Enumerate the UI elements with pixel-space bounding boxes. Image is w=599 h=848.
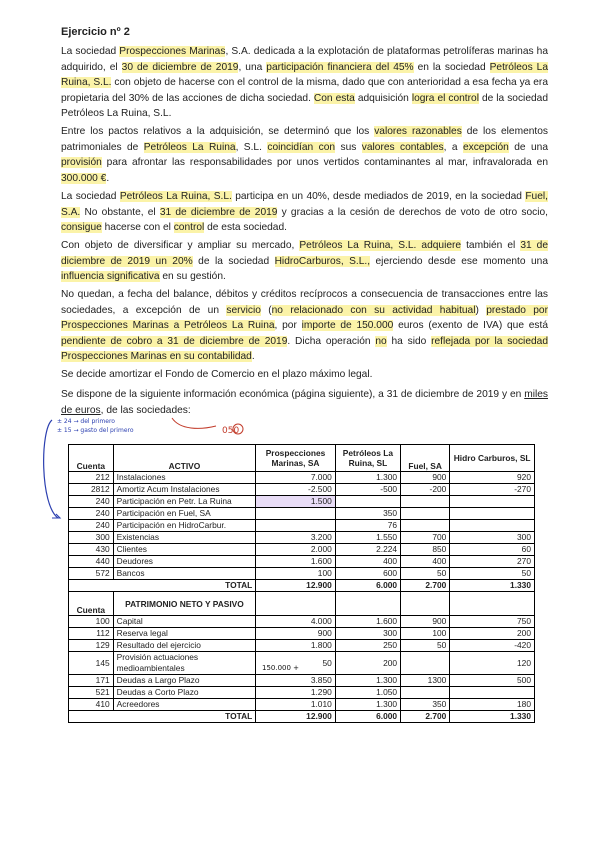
- account-code: 212: [69, 472, 114, 484]
- value-cell: 300: [450, 532, 535, 544]
- value-cell: 50: [401, 640, 450, 652]
- value-cell: 920: [450, 472, 535, 484]
- account-label: Bancos: [113, 568, 256, 580]
- text: para afrontar las responsabilidades por unos vertidos contaminantes al mar, infravalorada en: [101, 157, 548, 169]
- text: ): [475, 304, 487, 316]
- value-cell: 200: [335, 652, 400, 675]
- account-label: Reserva legal: [113, 628, 256, 640]
- highlight: prestado por Prospecciones Marinas a Petróleos La Ruina: [61, 304, 548, 332]
- account-label: Resultado del ejercicio: [113, 640, 256, 652]
- value-cell: 1.010: [256, 699, 336, 711]
- account-label: Existencias: [113, 532, 256, 544]
- value-cell: [256, 508, 336, 520]
- highlight: Petróleos La Ruina: [143, 141, 236, 153]
- value-cell: [401, 687, 450, 699]
- highlight: influencia significativa: [61, 271, 160, 283]
- highlight: 30 de diciembre de 2019: [121, 61, 239, 73]
- header-fuel: Fuel, SA: [401, 445, 450, 472]
- value-cell: 850: [401, 544, 450, 556]
- highlight: consigue: [61, 222, 102, 234]
- total-label: TOTAL: [113, 580, 256, 592]
- highlight: Petróleos La Ruina, S.L. adquiere: [299, 240, 462, 251]
- text: hacerse con el: [101, 222, 174, 234]
- table-row: [69, 616, 535, 628]
- table-row-total: [69, 711, 535, 723]
- table-row: [69, 628, 535, 640]
- value-cell: 1.800: [256, 640, 336, 652]
- value-cell: 250: [335, 640, 400, 652]
- total-cell: 12.900: [256, 711, 336, 723]
- text: .: [106, 172, 110, 184]
- value-cell: 1.600: [256, 556, 336, 568]
- total-label: TOTAL: [113, 711, 256, 723]
- value-cell: 1.550: [335, 532, 400, 544]
- text: también el: [461, 240, 521, 251]
- table-row: [69, 556, 535, 568]
- highlight: control: [173, 222, 205, 234]
- text: en su gestión.: [159, 271, 226, 283]
- pasivo-header-row: [69, 592, 535, 616]
- text: , a: [443, 141, 463, 153]
- text: Con objeto de diversificar y ampliar su mercado,: [61, 240, 300, 251]
- text: No quedan, a fecha del balance, débitos y créditos recíprocos a consecuencia de transacciones entre las sociedades, a excepción de un: [61, 289, 548, 316]
- table-row: [69, 568, 535, 580]
- text: adquisición: [354, 92, 412, 104]
- text: Se dispone de la siguiente información económica (página siguiente), a 31 de diciembre de 2019 y en: [61, 389, 525, 400]
- highlight: no: [375, 335, 387, 347]
- account-label: Clientes: [113, 544, 256, 556]
- account-code: 240: [69, 496, 114, 508]
- highlight: Con esta: [313, 92, 355, 104]
- account-label: Participación en HidroCarbur.: [113, 520, 256, 532]
- highlight: 300.000 €: [61, 172, 107, 184]
- value-cell: 400: [401, 556, 450, 568]
- text: , por: [274, 320, 302, 332]
- pasivo-section: [69, 616, 535, 711]
- table-row: [69, 472, 535, 484]
- text: de la sociedad Petróleos La Ruina, S.L.: [61, 92, 548, 120]
- value-cell: -2.500: [256, 484, 336, 496]
- value-cell: [401, 496, 450, 508]
- value-cell: 2.000: [256, 544, 336, 556]
- total-cell: 6.000: [335, 711, 400, 723]
- table-row: [69, 652, 535, 675]
- text: y gracias a la cesión de derechos de voto de otro socio,: [277, 206, 548, 218]
- text: euros (exento de IVA) que está: [393, 320, 549, 332]
- handwritten-note: ± 24 → del primero: [57, 418, 115, 425]
- header-hidro: Hidro Carburos, SL: [450, 445, 535, 472]
- handwritten-note: 150.000 +: [262, 664, 300, 672]
- value-cell: 3.200: [256, 532, 336, 544]
- value-cell: 1.300: [335, 472, 400, 484]
- account-code: 440: [69, 556, 114, 568]
- header-prospecciones: Prospecciones Marinas, SA: [256, 445, 336, 472]
- value-cell: [401, 652, 450, 675]
- highlight: participación financiera del 45%: [266, 61, 414, 73]
- header-pasivo: PATRIMONIO NETO Y PASIVO: [113, 592, 256, 616]
- header-petroleos: Petróleos La Ruina, SL: [335, 445, 400, 472]
- account-code: 129: [69, 640, 114, 652]
- account-code: 2812: [69, 484, 114, 496]
- value-cell: 900: [256, 628, 336, 640]
- exercise-title: Ejercicio nº 2: [61, 26, 130, 38]
- highlight: pendiente de cobro a 31 de diciembre de 2019: [61, 335, 288, 347]
- value-cell: -270: [450, 484, 535, 496]
- table-row: [69, 640, 535, 652]
- account-code: 240: [69, 508, 114, 520]
- account-label: Participación en Fuel, SA: [113, 508, 256, 520]
- table-row-total: [69, 580, 535, 592]
- highlight: logra el control: [411, 92, 479, 104]
- value-cell: 1.050: [335, 687, 400, 699]
- text: La sociedad: [61, 46, 120, 57]
- account-label: Deudores: [113, 556, 256, 568]
- value-cell: 200: [450, 628, 535, 640]
- value-cell: 2.224: [335, 544, 400, 556]
- highlight: Petróleos La Ruina, S.L.: [119, 191, 232, 202]
- value-cell: 350: [401, 699, 450, 711]
- value-cell: [256, 520, 336, 532]
- financial-table: [68, 444, 535, 723]
- value-cell: 1.290: [256, 687, 336, 699]
- total-cell: 2.700: [401, 711, 450, 723]
- text: , una: [238, 61, 267, 73]
- text: de la sociedad: [192, 255, 275, 267]
- value-cell: 60: [450, 544, 535, 556]
- account-label: Deudas a Largo Plazo: [113, 675, 256, 687]
- highlight: Fuel, S.A.: [61, 191, 548, 218]
- value-cell: 50: [450, 568, 535, 580]
- text: ha sido: [386, 335, 432, 347]
- account-code: 145: [69, 652, 114, 675]
- handwritten-note: ± 15 → gasto del primero: [57, 427, 134, 434]
- highlight: valores contables: [361, 141, 444, 153]
- value-cell: 750: [450, 616, 535, 628]
- account-label: Participación en Petr. La Ruina: [113, 496, 256, 508]
- value-cell: [450, 508, 535, 520]
- value-cell: 1.600: [335, 616, 400, 628]
- text: ejerciendo desde ese momento una: [370, 255, 548, 267]
- text: La sociedad: [61, 191, 120, 202]
- underlined-text: miles de euros: [61, 389, 548, 416]
- header-cuenta: Cuenta: [69, 592, 114, 616]
- total-cell: 6.000: [335, 580, 400, 592]
- value-cell: 76: [335, 520, 400, 532]
- value-cell: [450, 687, 535, 699]
- highlight: 31 de diciembre de 2019 un 20%: [61, 240, 548, 267]
- account-code: 171: [69, 675, 114, 687]
- value-cell: 500: [450, 675, 535, 687]
- account-label: Amortiz Acum Instalaciones: [113, 484, 256, 496]
- highlight: no relacionado con su actividad habitual: [271, 304, 476, 316]
- value-cell: 1.300: [335, 675, 400, 687]
- value-cell: 1.500: [256, 496, 336, 508]
- value-cell: 300: [335, 628, 400, 640]
- value-cell: 350: [335, 508, 400, 520]
- paragraph-1: [61, 44, 548, 122]
- value-cell: -420: [450, 640, 535, 652]
- text: , S.L.: [235, 141, 268, 153]
- highlight: 31 de diciembre de 2019: [159, 206, 278, 218]
- account-code: 240: [69, 520, 114, 532]
- text: .: [251, 351, 255, 363]
- highlight: valores razonables: [374, 126, 462, 137]
- table-row: [69, 544, 535, 556]
- highlight: excepción: [462, 141, 509, 153]
- value-cell: [450, 496, 535, 508]
- table-row: [69, 675, 535, 687]
- text: participa en un 40%, desde mediados de 2019, en la sociedad: [231, 191, 526, 202]
- account-code: 572: [69, 568, 114, 580]
- text: sus: [335, 141, 362, 153]
- value-cell: 100: [256, 568, 336, 580]
- text: de los elementos patrimoniales de: [61, 126, 548, 153]
- account-code: 100: [69, 616, 114, 628]
- activo-section: [69, 472, 535, 580]
- account-label: Instalaciones: [113, 472, 256, 484]
- total-cell: 1.330: [450, 580, 535, 592]
- value-cell: [401, 520, 450, 532]
- text: con objeto de hacerse con el control de la misma, dado que con anterioridad a esa fecha ya era propietaria del 30% de las acciones de dicha sociedad.: [61, 77, 548, 104]
- account-code: 300: [69, 532, 114, 544]
- value-cell: -500: [335, 484, 400, 496]
- table-row: [69, 520, 535, 532]
- total-cell: 2.700: [401, 580, 450, 592]
- value-cell: 4.000: [256, 616, 336, 628]
- value-cell: 3.850: [256, 675, 336, 687]
- account-label: Deudas a Corto Plazo: [113, 687, 256, 699]
- account-label: Acreedores: [113, 699, 256, 711]
- table-row: [69, 508, 535, 520]
- highlight: servicio: [226, 304, 261, 316]
- text: , S.A. dedicada a la explotación de plataformas petrolíferas marinas ha adquirido, el: [61, 46, 548, 73]
- account-code: 410: [69, 699, 114, 711]
- highlight: Petróleos La Ruina, S.L.: [61, 61, 548, 89]
- value-cell: 50: [256, 652, 336, 675]
- table-row: [69, 687, 535, 699]
- value-cell: 50: [401, 568, 450, 580]
- table-row: [69, 532, 535, 544]
- value-cell: [335, 496, 400, 508]
- text: . Dicha operación: [287, 335, 376, 347]
- header-cuenta: Cuenta: [69, 445, 114, 472]
- text: de esta sociedad.: [204, 222, 287, 234]
- value-cell: 270: [450, 556, 535, 568]
- account-label: Provisión actuaciones medioambientales: [113, 652, 256, 675]
- highlight: coincidían con: [267, 141, 336, 153]
- table-header-row: [69, 445, 535, 472]
- value-cell: 700: [401, 532, 450, 544]
- text: (: [260, 304, 272, 316]
- highlight: importe de 150.000: [301, 320, 394, 332]
- account-code: 112: [69, 628, 114, 640]
- value-cell: -200: [401, 484, 450, 496]
- value-cell: 180: [450, 699, 535, 711]
- value-cell: 1300: [401, 675, 450, 687]
- table-row: [69, 496, 535, 508]
- value-cell: [450, 520, 535, 532]
- table-row: [69, 484, 535, 496]
- text: de una: [508, 141, 548, 153]
- highlight: reflejada por la sociedad Prospecciones Marinas en su contabilidad: [61, 335, 548, 363]
- value-cell: 7.000: [256, 472, 336, 484]
- total-cell: 1.330: [450, 711, 535, 723]
- total-cell: 12.900: [256, 580, 336, 592]
- paragraph-6: Se decide amortizar el Fondo de Comercio en el plazo máximo legal.: [61, 369, 373, 380]
- paragraph-5: [61, 287, 548, 365]
- value-cell: 900: [401, 616, 450, 628]
- paragraph-3: [61, 189, 548, 236]
- value-cell: 100: [401, 628, 450, 640]
- account-code: 430: [69, 544, 114, 556]
- handwritten-note: 050: [222, 426, 240, 436]
- value-cell: 900: [401, 472, 450, 484]
- highlight: provisión: [61, 157, 102, 169]
- value-cell: 400: [335, 556, 400, 568]
- paragraph-2: [61, 124, 548, 186]
- value-cell: 120: [450, 652, 535, 675]
- value-cell: [401, 508, 450, 520]
- value-cell: 600: [335, 568, 400, 580]
- highlight: HidroCarburos, S.L.,: [274, 255, 371, 267]
- text: No obstante, el: [80, 206, 160, 218]
- text: Entre los pactos relativos a la adquisición, se determinó que los: [61, 126, 375, 137]
- account-label: Capital: [113, 616, 256, 628]
- value-cell: 1.300: [335, 699, 400, 711]
- highlight: Prospecciones Marinas: [119, 46, 226, 57]
- table-row: [69, 699, 535, 711]
- account-code: 521: [69, 687, 114, 699]
- text: en la sociedad: [413, 61, 490, 73]
- paragraph-4: [61, 238, 548, 285]
- header-activo: ACTIVO: [113, 445, 256, 472]
- text: , de las sociedades:: [100, 404, 191, 416]
